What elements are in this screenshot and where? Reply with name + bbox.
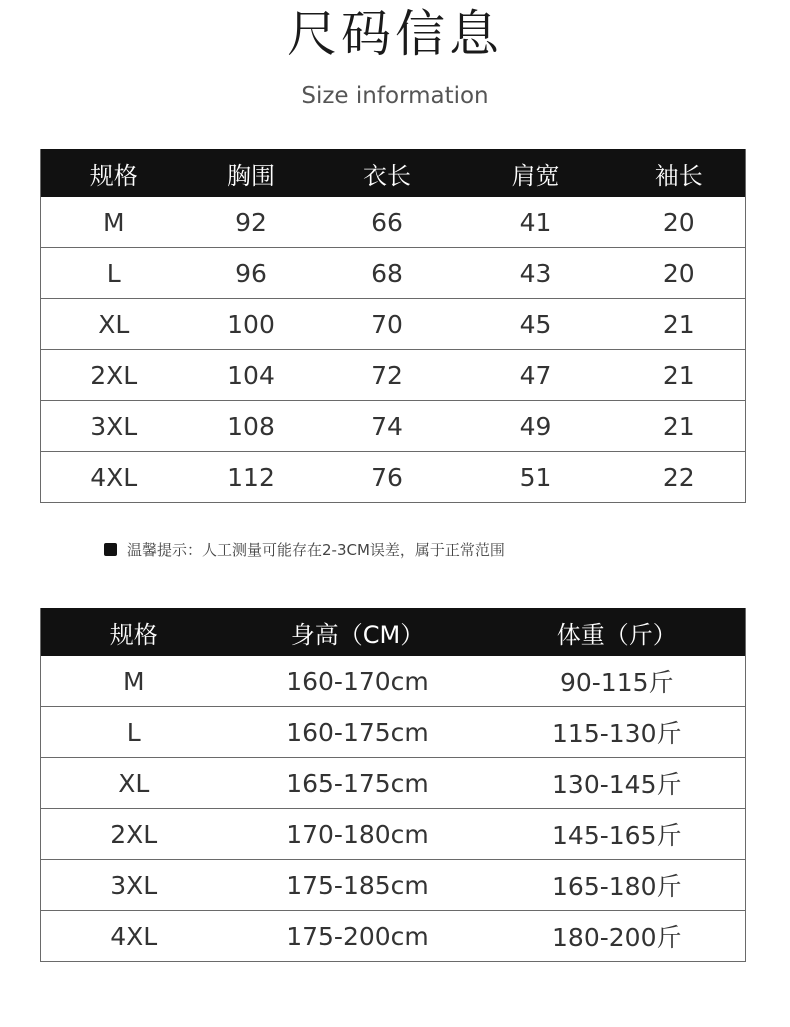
table-cell: 175-185cm: [227, 860, 489, 911]
note-text: 温馨提示：人工测量可能存在2-3CM误差，属于正常范围: [127, 540, 505, 559]
garment-size-table: [40, 149, 746, 503]
table-cell: 22: [613, 452, 746, 503]
table-cell: 21: [613, 350, 746, 401]
table-cell: XL: [41, 758, 227, 809]
table-cell: 68: [316, 248, 459, 299]
table-row: [41, 656, 746, 707]
table-header-row: [41, 149, 746, 197]
page-title: 尺码信息: [287, 5, 503, 63]
table-cell: 160-170cm: [227, 656, 489, 707]
table-cell: 2XL: [41, 809, 227, 860]
table-header-row: [41, 608, 746, 656]
table-cell: 41: [459, 197, 613, 248]
table-cell: M: [41, 197, 187, 248]
table-cell: 108: [187, 401, 316, 452]
page-subtitle: Size information: [301, 83, 489, 109]
table-cell: 90-115斤: [489, 656, 746, 707]
table-cell: 4XL: [41, 911, 227, 962]
table-cell: 74: [316, 401, 459, 452]
table-cell: 3XL: [41, 401, 187, 452]
table-cell: 76: [316, 452, 459, 503]
table-cell: 165-175cm: [227, 758, 489, 809]
table-cell: 175-200cm: [227, 911, 489, 962]
table-cell: 21: [613, 299, 746, 350]
measurement-note: [104, 538, 505, 560]
table-cell: L: [41, 707, 227, 758]
table-cell: 180-200斤: [489, 911, 746, 962]
table-row: [41, 809, 746, 860]
table-cell: XL: [41, 299, 187, 350]
square-bullet-icon: [104, 543, 117, 556]
table-cell: L: [41, 248, 187, 299]
table-cell: 104: [187, 350, 316, 401]
height-weight-table: [40, 608, 746, 962]
table-row: [41, 197, 746, 248]
table-row: [41, 401, 746, 452]
column-header: 规格: [41, 149, 187, 197]
column-header: 体重（斤）: [489, 608, 746, 656]
table-cell: 145-165斤: [489, 809, 746, 860]
column-header: 胸围: [187, 149, 316, 197]
table-cell: 43: [459, 248, 613, 299]
table-cell: 3XL: [41, 860, 227, 911]
table-row: [41, 350, 746, 401]
table-cell: 92: [187, 197, 316, 248]
table-cell: 66: [316, 197, 459, 248]
table-row: [41, 911, 746, 962]
table-cell: 21: [613, 401, 746, 452]
table-row: [41, 452, 746, 503]
table-cell: 51: [459, 452, 613, 503]
column-header: 袖长: [613, 149, 746, 197]
table-cell: 130-145斤: [489, 758, 746, 809]
table-cell: 45: [459, 299, 613, 350]
table-row: [41, 860, 746, 911]
table-cell: 2XL: [41, 350, 187, 401]
column-header: 肩宽: [459, 149, 613, 197]
table-cell: 70: [316, 299, 459, 350]
table-cell: 165-180斤: [489, 860, 746, 911]
table-cell: 20: [613, 248, 746, 299]
table-cell: 170-180cm: [227, 809, 489, 860]
table-cell: 47: [459, 350, 613, 401]
table-row: [41, 758, 746, 809]
table-row: [41, 707, 746, 758]
table-cell: 115-130斤: [489, 707, 746, 758]
column-header: 衣长: [316, 149, 459, 197]
table-cell: 4XL: [41, 452, 187, 503]
table-cell: 72: [316, 350, 459, 401]
table-cell: 100: [187, 299, 316, 350]
column-header: 身高（CM）: [227, 608, 489, 656]
table-cell: 20: [613, 197, 746, 248]
table-cell: 96: [187, 248, 316, 299]
table-cell: M: [41, 656, 227, 707]
column-header: 规格: [41, 608, 227, 656]
table-row: [41, 299, 746, 350]
table-cell: 49: [459, 401, 613, 452]
table-cell: 112: [187, 452, 316, 503]
table-row: [41, 248, 746, 299]
table-cell: 160-175cm: [227, 707, 489, 758]
